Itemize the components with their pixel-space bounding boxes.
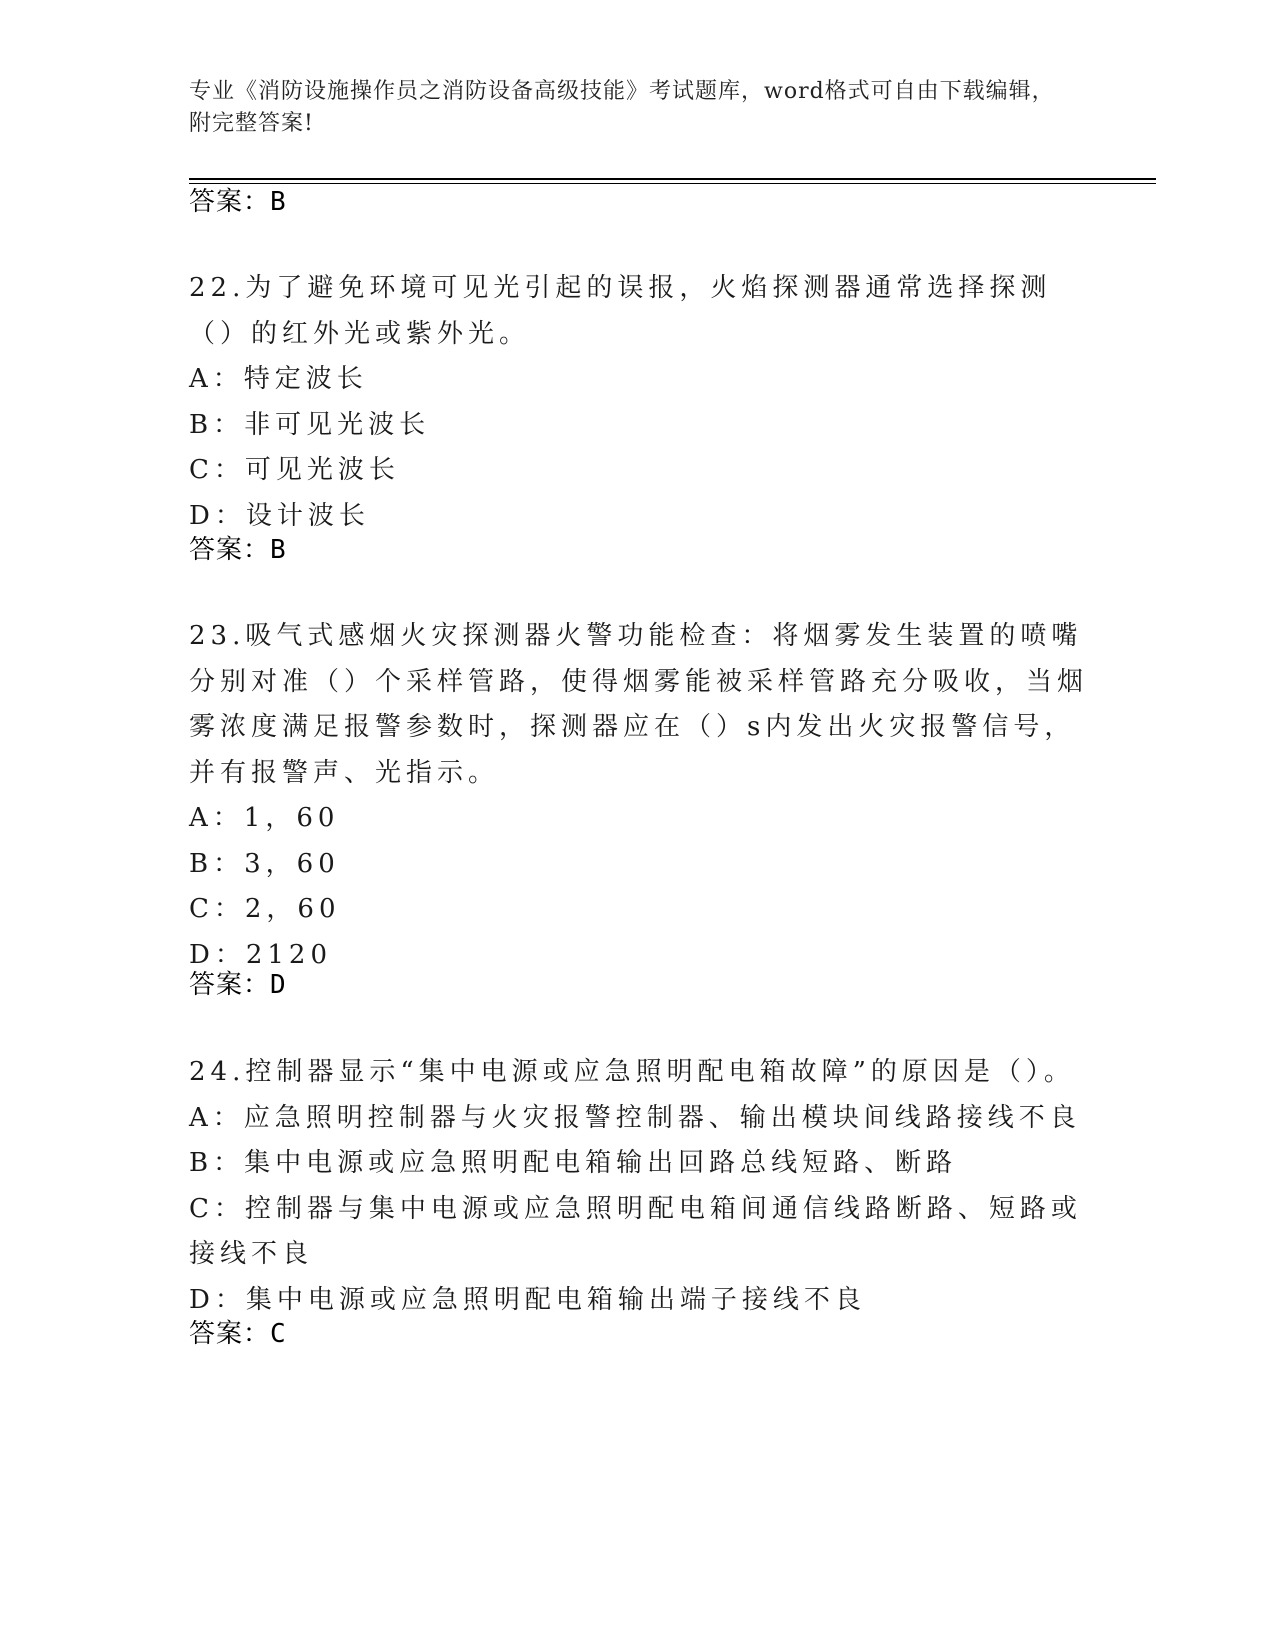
answer-label: 答案： xyxy=(189,535,271,565)
header-divider-thick xyxy=(189,178,1156,180)
question-22-answer xyxy=(189,533,287,567)
question-23 xyxy=(189,614,1089,978)
option-b: B：集中电源或应急照明配电箱输出回路总线短路、断路 xyxy=(189,1148,958,1178)
question-24 xyxy=(189,1050,1089,1323)
option-b: B：3，60 xyxy=(189,848,340,879)
option-c: C：可见光波长 xyxy=(189,455,400,485)
option-b: B：非可见光波长 xyxy=(189,409,431,440)
answer-value: B xyxy=(270,535,287,565)
option-c: C：2，60 xyxy=(189,894,341,924)
option-a: A：1，60 xyxy=(189,803,340,833)
answer-label: 答案： xyxy=(189,970,271,1000)
option-a: A：应急照明控制器与火灾报警控制器、输出模块间线路接线不良 xyxy=(189,1102,1081,1133)
option-d: D：2120 xyxy=(189,939,333,970)
option-d: D：集中电源或应急照明配电箱输出端子接线不良 xyxy=(189,1284,866,1315)
answer-value: C xyxy=(270,1319,287,1349)
answer-value: D xyxy=(270,970,287,1000)
question-22 xyxy=(189,266,1089,539)
question-23-answer xyxy=(189,968,287,1002)
option-c: C：控制器与集中电源或应急照明配电箱间通信线路断路、短路或接线不良 xyxy=(189,1193,1082,1269)
previous-answer xyxy=(189,185,287,219)
question-24-answer xyxy=(189,1317,287,1351)
question-stem: 24.控制器显示“集中电源或应急照明配电箱故障”的原因是（）。 xyxy=(189,1057,1075,1087)
answer-value: B xyxy=(270,187,287,217)
header-note: 专业《消防设施操作员之消防设备高级技能》考试题库，word格式可自由下载编辑，附完整答案! xyxy=(189,79,1055,136)
question-stem: 23.吸气式感烟火灾探测器火警功能检查：将烟雾发生装置的喷嘴分别对准（）个采样管路，使得烟雾能被采样管路充分吸收，当烟雾浓度满足报警参数时，探测器应在（）s内发出火灾报警信号，并有报警声、光指示。 xyxy=(189,621,1089,788)
option-a: A：特定波长 xyxy=(189,364,368,394)
option-d: D：设计波长 xyxy=(189,500,370,531)
question-stem: 22.为了避免环境可见光引起的误报，火焰探测器通常选择探测（）的红外光或紫外光。 xyxy=(189,273,1052,349)
answer-label: 答案： xyxy=(189,187,271,217)
header-divider-thin xyxy=(189,183,1156,184)
answer-label: 答案： xyxy=(189,1319,271,1349)
